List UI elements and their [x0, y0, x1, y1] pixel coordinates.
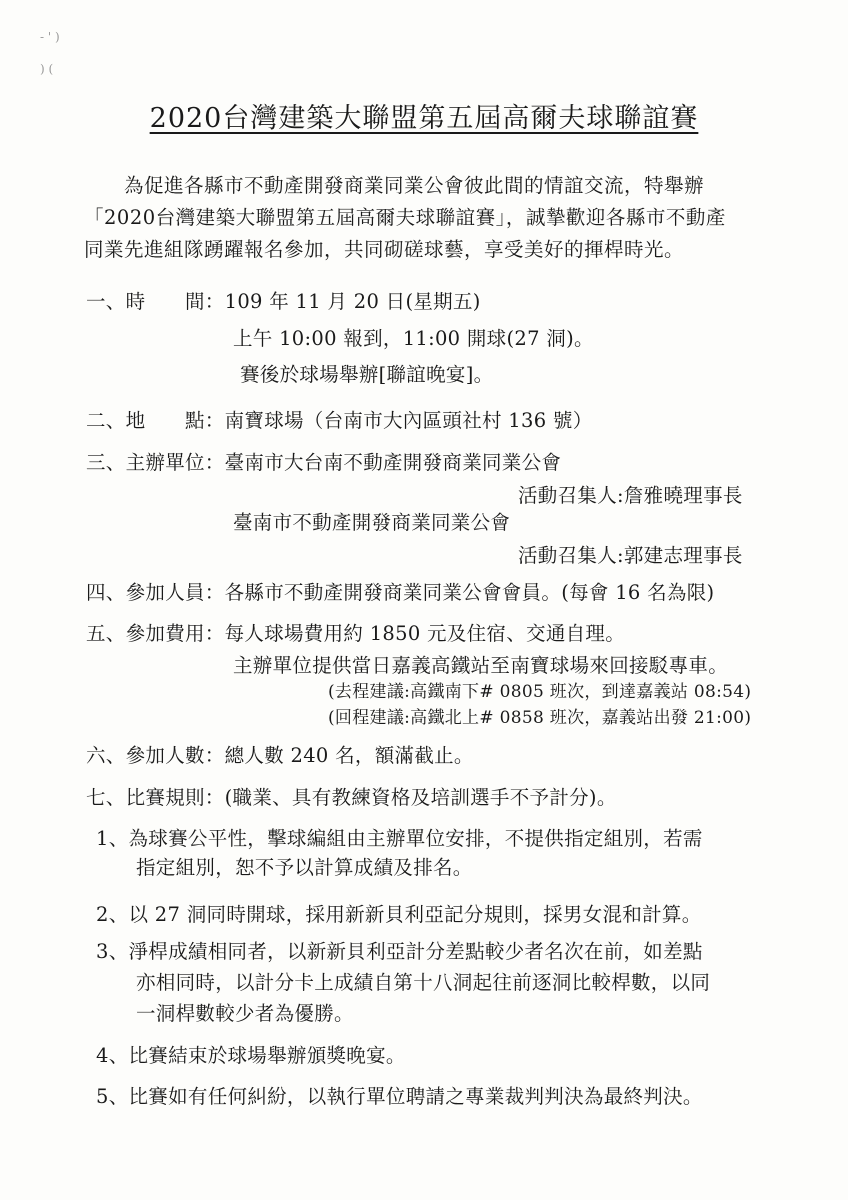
section-label: 七、比賽規則：	[86, 786, 225, 809]
intro-line: 為促進各縣市不動產開發商業同業公會彼此間的情誼交流，特舉辦	[124, 174, 705, 197]
section-time	[86, 286, 481, 314]
section-place	[86, 405, 593, 433]
intro-line: 「2020台灣建築大聯盟第五屆高爾夫球聯誼賽」，誠摯歡迎各縣市不動產	[84, 206, 726, 229]
section-participants	[86, 577, 714, 605]
section-value: 總人數 240 名，額滿截止。	[224, 744, 474, 767]
fee-note: (回程建議:高鐵北上# 0858 班次，嘉義站出發 21:00)	[328, 708, 752, 728]
section-count	[86, 740, 474, 768]
rule-item: 一洞桿數較少者為優勝。	[136, 1002, 354, 1025]
rule-item: 2、以 27 洞同時開球，採用新新貝利亞記分規則，採男女混和計算。	[96, 903, 702, 926]
fee-note: (去程建議:高鐵南下# 0805 班次，到達嘉義站 08:54)	[328, 682, 752, 702]
time-detail: 賽後於球場舉辦[聯誼晚宴]。	[240, 363, 494, 386]
organizer-name: 臺南市大台南不動產開發商業同業公會	[224, 451, 562, 474]
rule-item: 亦相同時，以計分卡上成績自第十八洞起往前逐洞比較桿數，以同	[136, 971, 711, 994]
section-label: 四、參加人員：	[86, 581, 225, 604]
document-title: 2020台灣建築大聯盟第五屆高爾夫球聯誼賽	[149, 103, 699, 134]
scan-mark-decoration: ) (	[40, 62, 54, 76]
fee-detail: 主辦單位提供當日嘉義高鐵站至南寶球場來回接駁專車。	[233, 654, 729, 677]
section-value: 109 年 11 月 20 日(星期五)	[224, 290, 481, 313]
section-rules	[86, 782, 617, 810]
section-value: (職業、具有教練資格及培訓選手不予計分)。	[224, 786, 617, 809]
organizer-convener: 活動召集人:詹雅曉理事長	[518, 484, 743, 507]
time-detail: 上午 10:00 報到，11:00 開球(27 洞)。	[233, 327, 594, 350]
rule-item: 指定組別，恕不予以計算成績及排名。	[136, 856, 473, 879]
organizer-name: 臺南市不動產開發商業同業公會	[233, 511, 511, 534]
rule-item: 4、比賽結束於球場舉辦頒獎晚宴。	[96, 1044, 406, 1067]
section-value: 每人球場費用約 1850 元及住宿、交通自理。	[224, 622, 626, 645]
rule-item: 1、為球賽公平性，擊球編組由主辦單位安排，不提供指定組別，若需	[96, 827, 703, 850]
section-label: 一、時 間：	[86, 290, 225, 313]
scan-mark-decoration: - ' )	[40, 30, 60, 44]
section-value: 南寶球場（台南市大內區頭社村 136 號）	[224, 409, 593, 432]
intro-line: 同業先進組隊踴躍報名參加，共同砌磋球藝，享受美好的揮桿時光。	[84, 238, 685, 261]
section-label: 五、參加費用：	[86, 622, 225, 645]
section-organizer	[86, 447, 561, 475]
section-value: 各縣市不動產開發商業同業公會會員。(每會 16 名為限)	[224, 581, 715, 604]
section-fee	[86, 618, 625, 646]
section-label: 三、主辦單位：	[86, 451, 225, 474]
rule-item: 5、比賽如有任何糾紛，以執行單位聘請之專業裁判判決為最終判決。	[96, 1085, 703, 1108]
section-label: 二、地 點：	[86, 409, 225, 432]
section-label: 六、參加人數：	[86, 744, 225, 767]
organizer-convener: 活動召集人:郭建志理事長	[518, 544, 743, 567]
rule-item: 3、淨桿成績相同者，以新新貝利亞計分差點較少者名次在前，如差點	[96, 940, 703, 963]
